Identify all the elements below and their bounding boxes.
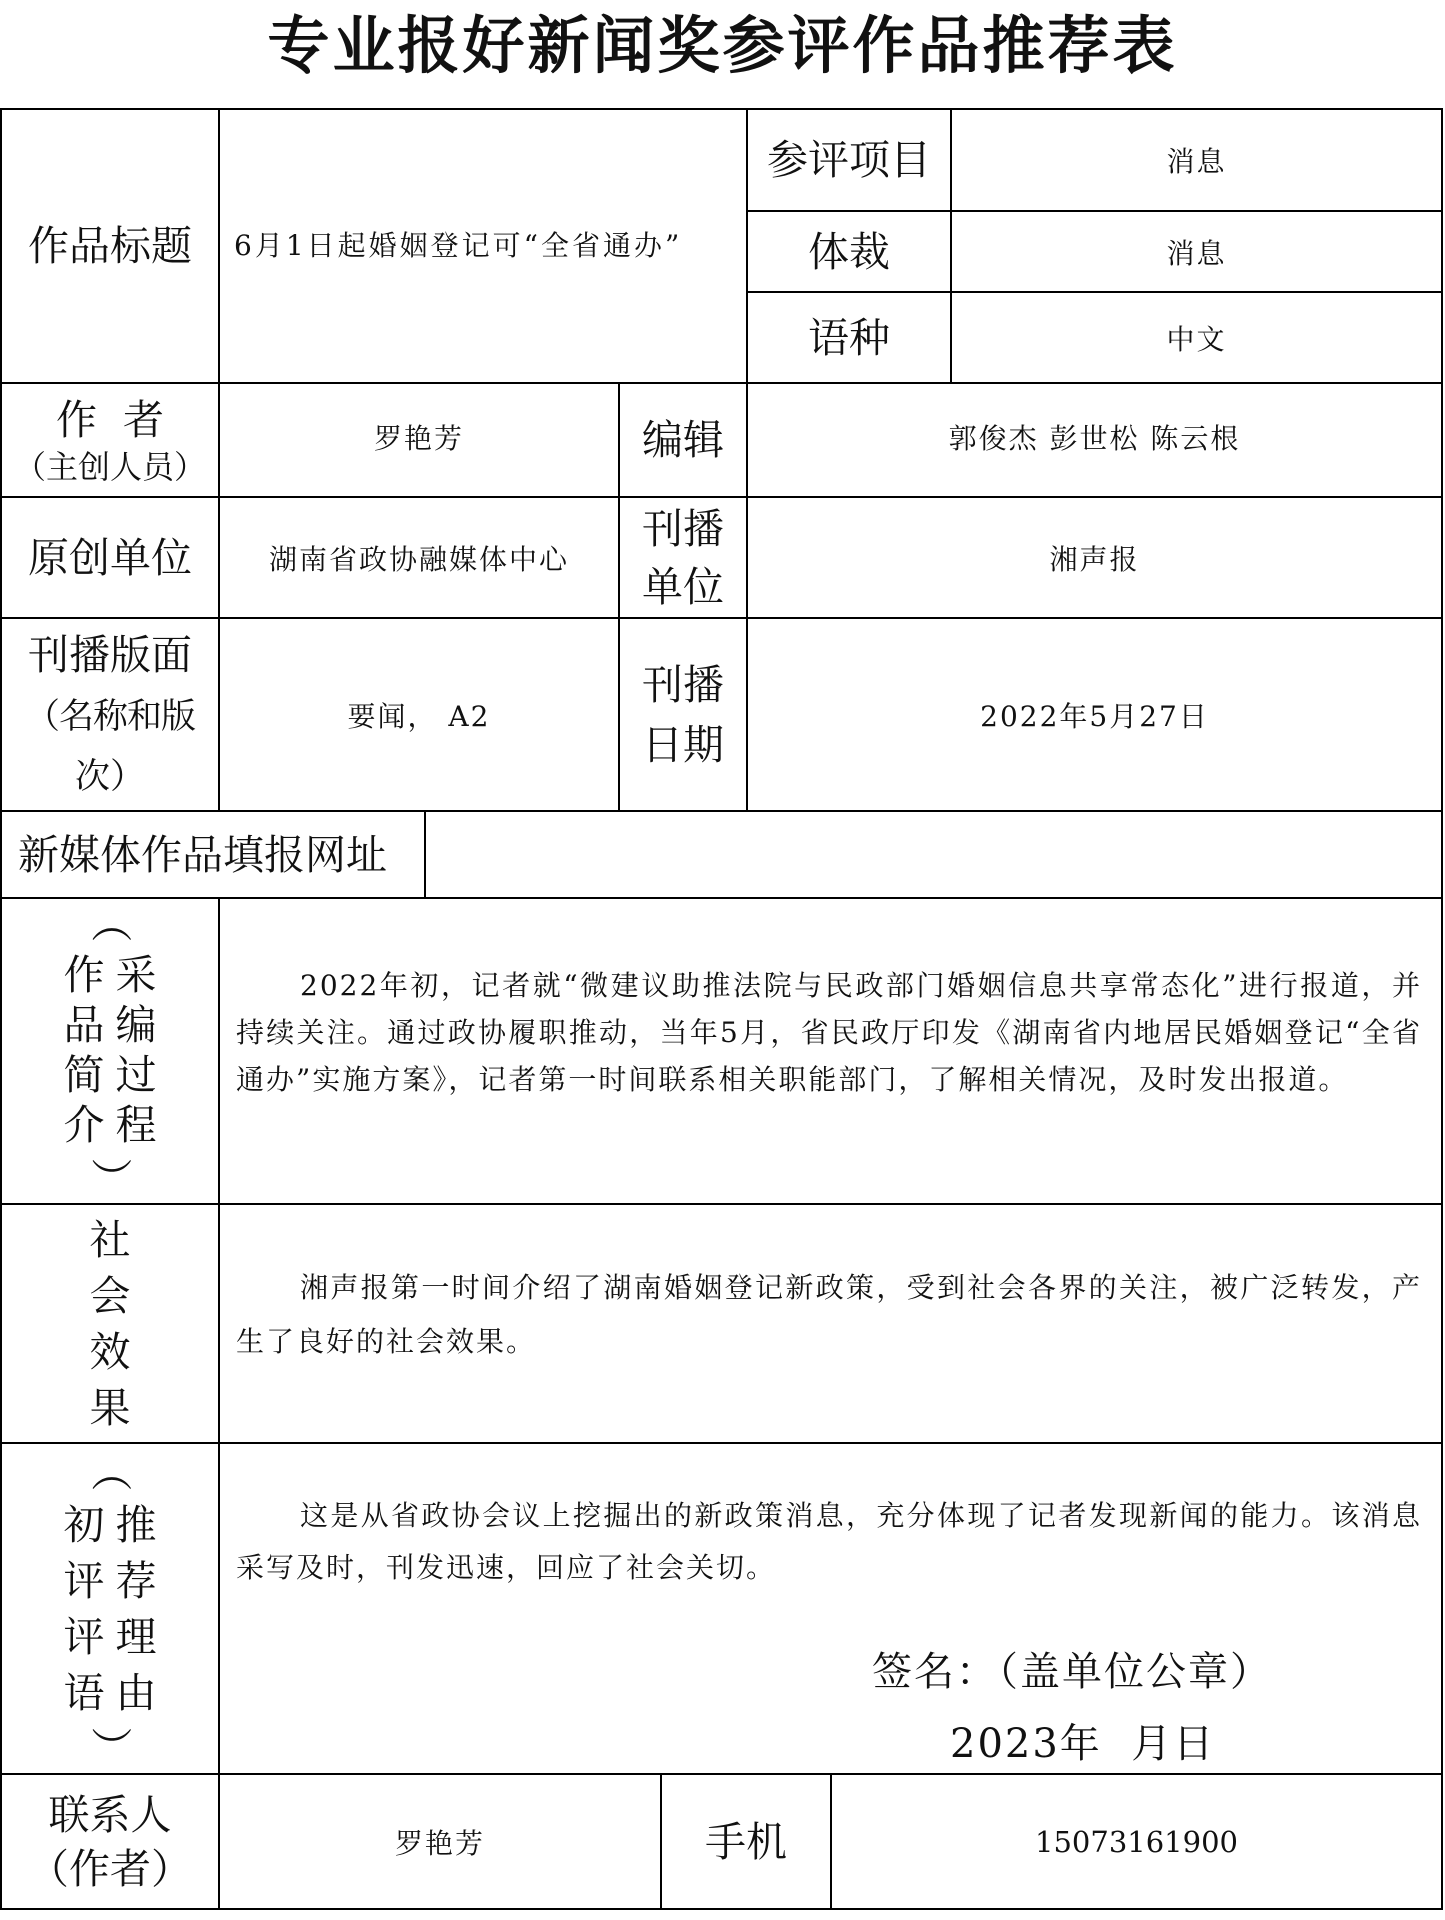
- work-title-label: 作品标题: [28, 222, 192, 270]
- signature-line: 签名：（盖单位公章）: [872, 1649, 1272, 1695]
- recommendation-reason-text: 这是从省政协会议上挖掘出的新政策消息，充分体现了记者发现新闻的能力。该消息采写及时，刊发迅速，回应了社会关切。: [236, 1499, 1422, 1584]
- close-paren: ）: [86, 1157, 134, 1199]
- original-unit-value: 湖南省政协融媒体中心: [268, 542, 569, 576]
- work-intro-label-col2: 采 编 过 程: [115, 951, 157, 1149]
- contact-label-cell: [2, 1775, 218, 1908]
- page-label-line3: 次）: [74, 756, 145, 797]
- editor-label: 编辑: [642, 416, 724, 464]
- work-intro-label: [2, 901, 218, 1199]
- author-sub-label: （主创人员）: [13, 448, 206, 486]
- category-label: 参评项目: [767, 136, 931, 184]
- phone-value: 15073161900: [1035, 1824, 1238, 1859]
- phone-label: 手机: [705, 1817, 787, 1866]
- author-value: 罗艳芳: [373, 422, 464, 455]
- page-title: 专业报好新闻奖参评作品推荐表: [267, 9, 1178, 82]
- language-label: 语种: [808, 313, 890, 362]
- contact-label: 联系人: [48, 1790, 172, 1839]
- genre-label: 体裁: [808, 227, 890, 276]
- table-border-right: [1441, 108, 1443, 1910]
- publishing-unit-label-line1: 刊播: [642, 504, 724, 553]
- category-value: 消息: [1166, 145, 1227, 178]
- close-paren: ）: [86, 1726, 134, 1767]
- page-value: 要闻， A2: [347, 699, 491, 733]
- row-divider: [0, 897, 1443, 899]
- genre-value: 消息: [1166, 236, 1227, 270]
- work-intro-text: 2022年初，记者就“微建议助推法院与民政部门婚姻信息共享常态化”进行报道，并持续关注。通过政协履职推动，当年5月，省民政厅印发《湖南省内地居民婚姻登记“全省通办”实施方案》，记者第一时间联系相关职能部门，了解相关情况，及时发出报道。: [236, 969, 1422, 1096]
- language-value: 中文: [1166, 322, 1227, 356]
- recommendation-reason-label-col2: 推 荐 理 由: [115, 1500, 157, 1717]
- new-media-url-label: 新媒体作品填报网址: [18, 830, 387, 879]
- publish-date-label-line2: 日期: [642, 720, 724, 769]
- publish-date-label-line1: 刊播: [642, 660, 724, 709]
- recommendation-reason-label: [2, 1444, 218, 1773]
- social-effect-label: 社 会 效 果: [89, 1215, 131, 1432]
- publishing-unit-value: 湘声报: [1049, 542, 1140, 576]
- publish-date-value: 2022年5月27日: [980, 699, 1209, 733]
- publish-date-label-cell: [620, 619, 746, 810]
- author-label: 作 者: [55, 396, 165, 444]
- publishing-unit-label-cell: [620, 498, 746, 617]
- open-paren: （: [86, 901, 134, 943]
- page-label-line2: （名称和版: [24, 696, 195, 737]
- page-label-cell: [2, 619, 218, 810]
- open-paren: （: [86, 1450, 134, 1491]
- social-effect-text: 湘声报第一时间介绍了湖南婚姻登记新政策，受到社会各界的关注，被广泛转发，产生了良好的社会效果。: [236, 1271, 1422, 1358]
- work-intro-label-col1: 作 品 简 介: [63, 951, 105, 1149]
- new-media-url-value: [426, 812, 1441, 897]
- page-label-line1: 刊播版面: [28, 630, 192, 679]
- recommendation-reason-label-col1: 初 评 评 语: [63, 1500, 105, 1717]
- signature-date: 2023年 月日: [950, 1721, 1216, 1767]
- publishing-unit-label-line2: 单位: [642, 562, 724, 611]
- column-divider: [218, 897, 220, 1910]
- work-title-value: 6月1日起婚姻登记可“全省通办”: [234, 229, 683, 262]
- table-border-bottom: [0, 1908, 1443, 1910]
- original-unit-label: 原创单位: [28, 533, 192, 582]
- editor-value: 郭俊杰 彭世松 陈云根: [948, 422, 1241, 455]
- contact-sub-label: （作者）: [28, 1844, 192, 1893]
- author-label-cell: [2, 384, 218, 496]
- contact-value: 罗艳芳: [394, 1826, 485, 1860]
